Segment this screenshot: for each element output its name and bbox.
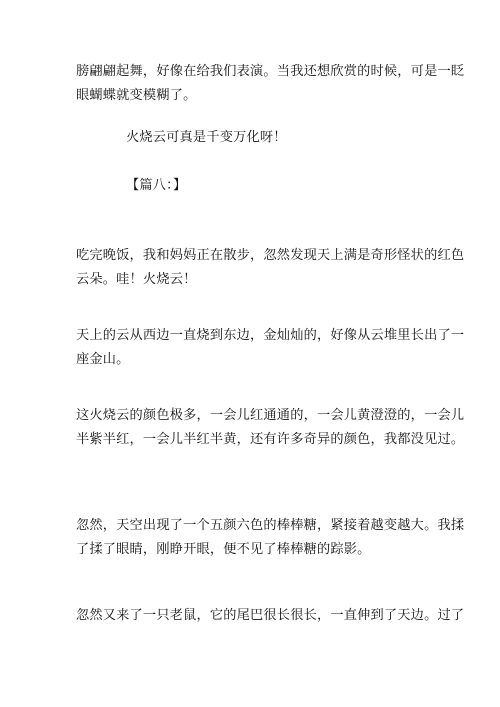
section-heading-text: 【篇八：】 (126, 178, 187, 193)
paragraph-exclamation (126, 126, 287, 150)
text-line: 天上的云从西边一直烧到东边，金灿灿的，好像从云堆里长出了一 (76, 328, 465, 343)
text-line: 吃完晚饭，我和妈妈正在散步，忽然发现天上满是奇形怪状的红色 (76, 248, 465, 263)
text-line: 忽然，天空出现了一个五颜六色的棒棒糖，紧接着越变越大。我揉 (76, 518, 465, 533)
text-line: 座金山。 (76, 352, 130, 367)
text-line: 这火烧云的颜色极多，一会儿红通通的，一会儿黄澄澄的，一会儿 (76, 408, 465, 423)
text-line: 云朵。哇！火烧云！ (76, 272, 197, 287)
paragraph-colors (76, 404, 465, 452)
text-line: 了揉了眼睛，刚睁开眼，便不见了棒棒糖的踪影。 (76, 542, 371, 557)
text-line: 膀翩翩起舞，好像在给我们表演。当我还想欣赏的时候，可是一眨 (76, 64, 465, 79)
text-line: 半紫半红，一会儿半红半黄，还有许多奇异的颜色，我都没见过。 (76, 432, 465, 447)
paragraph-dinner-walk (76, 244, 465, 292)
text-line: 火烧云可真是千变万化呀！ (126, 130, 287, 145)
paragraph-mouse (76, 604, 465, 628)
text-line: 眼蝴蝶就变模糊了。 (76, 88, 197, 103)
paragraph-lollipop (76, 514, 465, 562)
paragraph-golden-mountain (76, 324, 465, 372)
section-heading (126, 174, 186, 198)
text-line: 忽然又来了一只老鼠，它的尾巴很长很长，一直伸到了天边。过了 (76, 608, 465, 623)
paragraph-butterfly (76, 60, 465, 108)
